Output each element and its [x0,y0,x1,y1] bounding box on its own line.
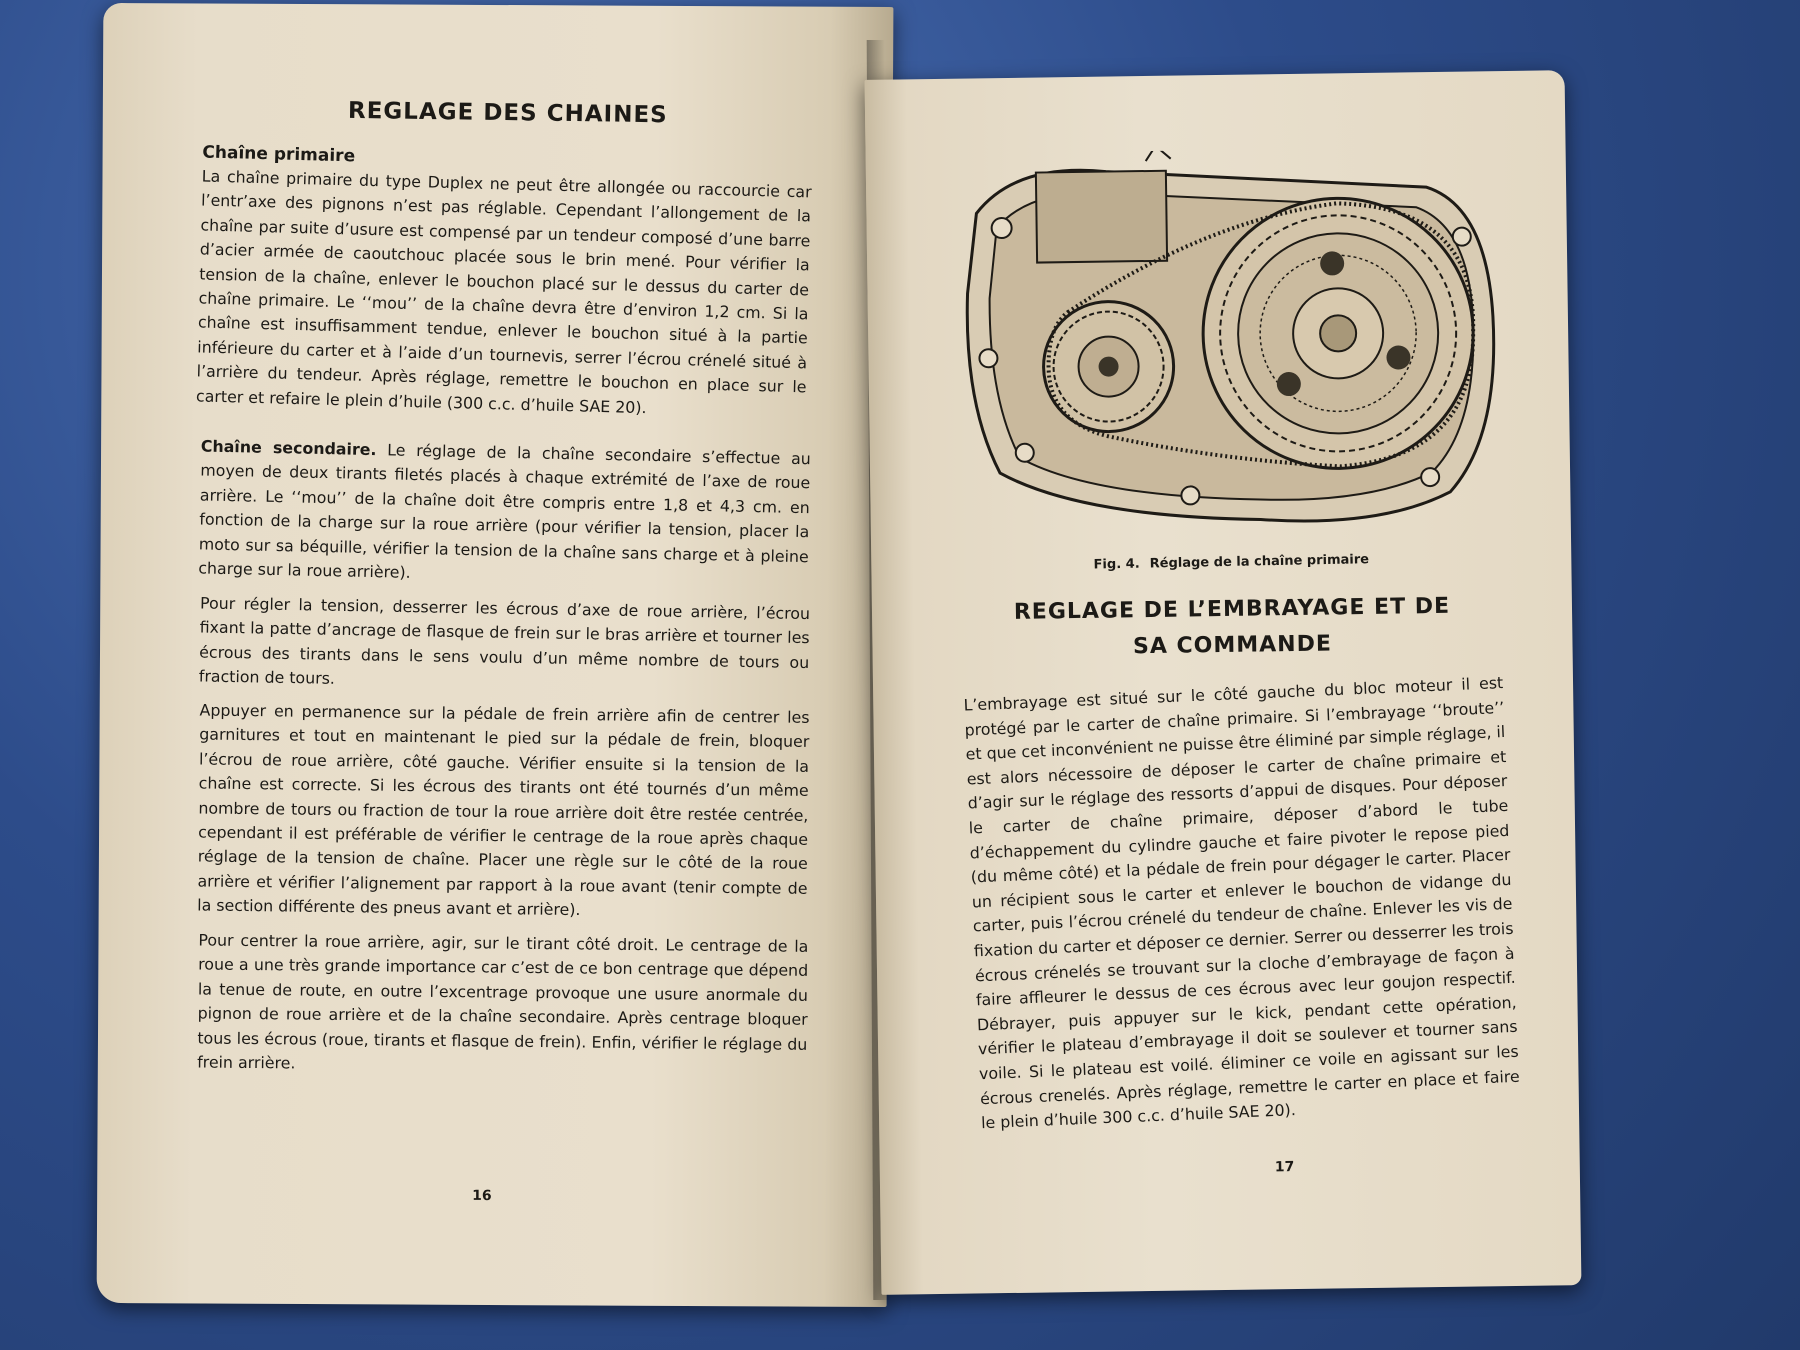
right-page [865,70,1582,1295]
primary-chain-illustration [956,146,1501,544]
brake-section [197,699,810,926]
engine-case-drawing [956,146,1501,544]
clutch-paragraph: L’embrayage est situé sur le côté gauche du bloc moteur il est protégé par le carter de chaîne primaire. Si l’embrayage ‘‘broute’’ et que cet inconvénient ne puisse être éliminé par simple réglage, il est alors nécessoire de déposer le carter de chaîne primaire et d’agir sur le réglage des ressorts d’appui de disques. Pour déposer le carter de chaîne primaire, déposer d’abord le tube d’échappement du cylindre gauche et faire pivoter le repose pied (du même côté) et la pédale de frein pour dégager le carter. Placer un récipient sous le carter et enlever le bouchon de vidange du carter, puis l’écrou crénelé du tendeur de chaîne. Enlever les vis de fixation du carter et déposer ce dernier. Serrer ou desserrer les trois écrous crénelés se trouvant sur la cloche d’embrayage de façon à faire affleurer le dessus de ces écrous avec leur goujon respectif. Débrayer, puis appuyer sur le kick, pendant cette opération, vérifier le plateau d’embrayage il doit se soulever et tourner sans voile. Si le plateau est voilé. éliminer ce voile en agissant sur les écrous crenelés. Après réglage, remettre le carter en place et faire le plein d’huile 300 c.c. d’huile SAE 20). [963,673,1521,1133]
figure-caption [961,550,1501,575]
centering-section [197,928,809,1081]
right-page-title [962,588,1503,668]
primary-chain-section [196,142,813,424]
tension-paragraph: Pour régler la tension, desserrer les écrous d’axe de roue arrière, l’écrou fixant la patte d’ancrage de flasque de frein sur le bras arrière et tourner les écrous des tirants dans le sens voulu d’un même nombre de tours ou fraction de tours. [198,592,811,688]
open-booklet [30,0,1530,1310]
left-page-number: 16 [472,1187,492,1204]
primary-chain-subheading: Chaîne primaire [202,142,356,167]
tension-section [199,591,811,699]
figure-caption-text: Réglage de la chaîne primaire [1149,552,1370,572]
brake-paragraph: Appuyer en permanence sur la pédale de frein arrière afin de centrer les garnitures et tout en maintenant le pied sur la pédale de frein, bloquer l’écrou de roue arrière, côté gauche. Vérifier ensuite si la tension de la chaîne est correcte. Si les écrous des tirants ont été tournés d’un même nombre de tours ou fraction de tour la roue arrière doit être restée centrée, cependant il est préférable de vérifier le centrage de la roue après chaque réglage de la tension de chaîne. Placer une règle sur le côté de la roue arrière et vérifier l’alignement par rapport à la roue avant (tenir compte de la section différente des pneus avant et arrière). [197,700,810,920]
primary-chain-paragraph: La chaîne primaire du type Duplex ne peut être allongée ou raccourcie car l’entr’axe des pignons n’est pas réglable. Cependant l’allongement de la chaîne par suite d’usure est compensé par un tendeur composé d’une barre d’acier armée de caoutchouc placée sous le brin mené. Pour vérifier la tension de la chaîne, enlever le bouchon placé sur le dessus du carter de chaîne primaire. Le ‘‘mou’’ de la chaîne devra être d’environ 1,2 cm. Si la chaîne est insuffisamment tendue, enlever le bouchon situé à la partie inférieure du carter et à l’aide d’un tournevis, serrer l’écrou crénelé situé à l’arrière du tendeur. Après réglage, remettre le bouchon en place sur le carter et refaire le plein d’huile (300 c.c. d’huile SAE 20). [195,166,812,417]
secondary-chain-label: Chaîne secondaire. [200,436,377,460]
right-page-content [956,146,1521,1136]
centering-paragraph: Pour centrer la roue arrière, agir, sur le tirant côté droit. Le centrage de la roue a une très grande importance car c’est de ce bon centrage que dépend la tenue de route, en outre l’excentrage provoque une usure anormale du pignon de roue arrière et de la chaîne secondaire. Après centrage bloquer tous les écrous (roue, tirants et flasque de frein). Enfin, vérifier le réglage du frein arrière. [197,930,809,1073]
left-page-title: REGLAGE DES CHAINES [347,97,668,129]
right-page-number: 17 [1274,1159,1295,1176]
figure-label: Fig. 4. [1093,556,1140,573]
right-page-title-line1: REGLAGE DE L’EMBRAYAGE ET DE [1013,593,1451,625]
secondary-chain-text: Le réglage de la chaîne secondaire s’effectue au moyen de deux tirants filetés placés à chaque extrémité de l’axe de roue arrière. Le ‘‘mou’’ de la chaîne doit être compris entre 1,8 et 4,3 cm. en fonction de la charge sur la roue arrière (pour vérifier la tension, placer la moto sur sa béquille, vérifier la tension de la chaîne sans charge et à pleine charge sur la roue arrière). [198,440,811,582]
secondary-chain-section [198,435,811,594]
secondary-chain-paragraph [198,435,811,594]
right-page-title-line2: SA COMMANDE [1132,631,1333,660]
left-page-content [195,97,813,1087]
left-page [97,3,894,1307]
